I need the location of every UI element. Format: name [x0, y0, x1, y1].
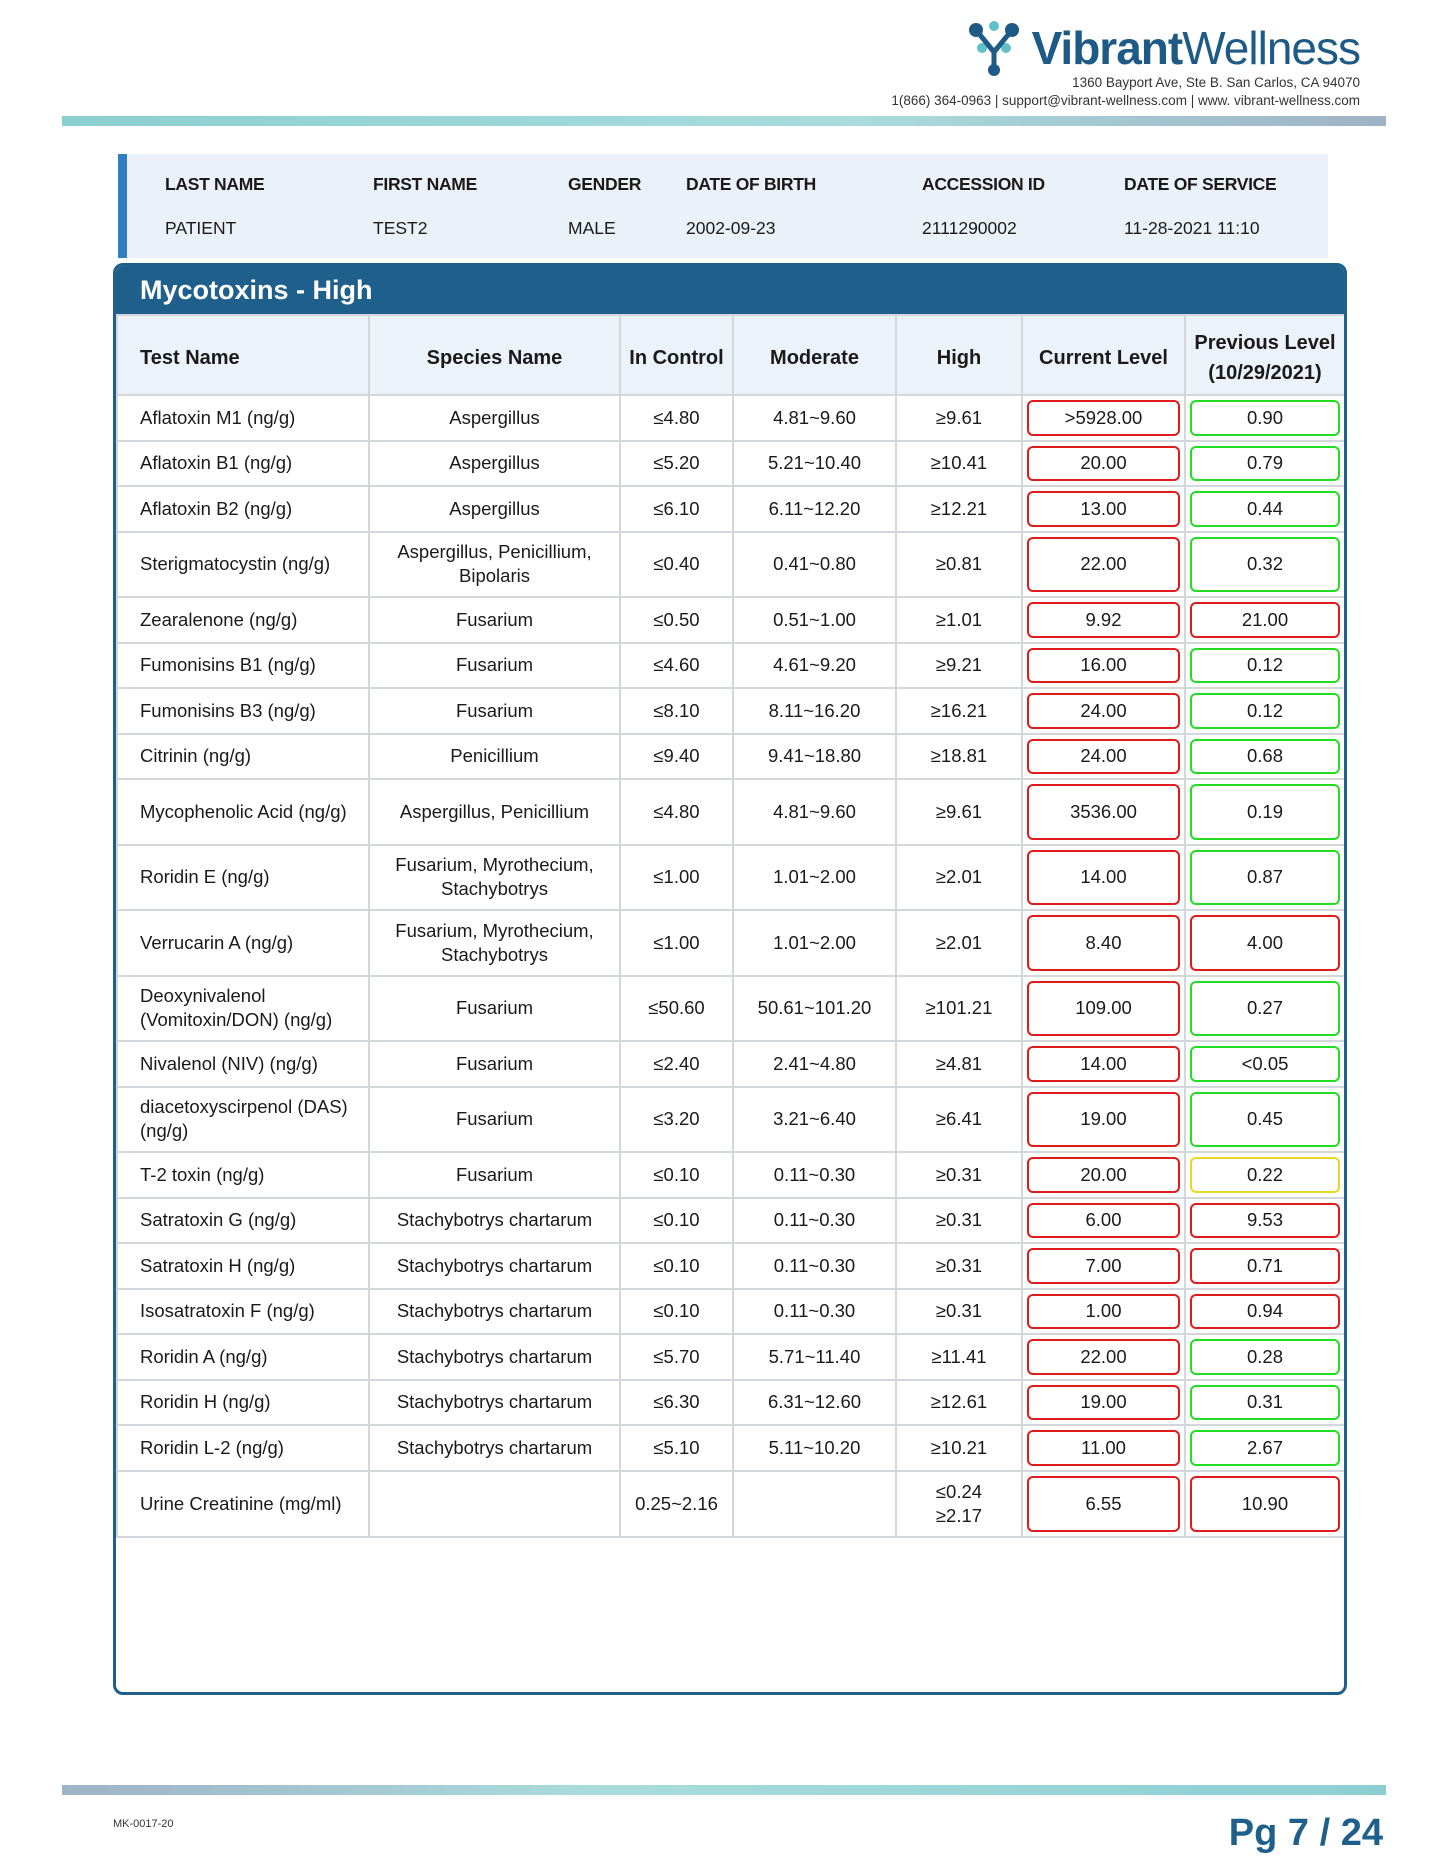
species-cell: Stachybotrys chartarum: [369, 1289, 620, 1335]
test-name-cell: Citrinin (ng/g): [117, 734, 369, 780]
header-high: High: [896, 315, 1022, 395]
moderate-cell: 0.41~0.80: [733, 532, 896, 598]
moderate-cell: 0.51~1.00: [733, 597, 896, 643]
company-address: 1360 Bayport Ave, Ste B. San Carlos, CA 94070: [1072, 75, 1360, 90]
test-name-cell: Deoxynivalenol (Vomitoxin/DON) (ng/g): [117, 976, 369, 1042]
high-cell: ≤0.24 ≥2.17: [896, 1471, 1022, 1537]
in-control-cell: ≤50.60: [620, 976, 733, 1042]
previous-level-cell: [1185, 779, 1345, 845]
previous-level-flag-box: 0.27: [1190, 981, 1340, 1037]
high-cell: ≥2.01: [896, 910, 1022, 976]
in-control-cell: ≤0.10: [620, 1198, 733, 1244]
current-level-flag-box: 24.00: [1027, 693, 1180, 729]
test-name-cell: Sterigmatocystin (ng/g): [117, 532, 369, 598]
test-name-cell: Fumonisins B3 (ng/g): [117, 688, 369, 734]
current-level-flag-box: 7.00: [1027, 1248, 1180, 1284]
header-previous-level: Previous Level (10/29/2021): [1185, 315, 1345, 395]
high-cell: ≥0.31: [896, 1289, 1022, 1335]
in-control-cell: ≤0.40: [620, 532, 733, 598]
current-level-cell: [1022, 1198, 1185, 1244]
table-row: [117, 441, 1345, 487]
mycotoxins-panel: [113, 263, 1347, 1695]
previous-level-flag-box: 0.12: [1190, 693, 1340, 729]
table-row: [117, 779, 1345, 845]
page-number: Pg 7 / 24: [1228, 1812, 1383, 1854]
moderate-cell: 5.71~11.40: [733, 1334, 896, 1380]
previous-level-flag-box: 0.79: [1190, 446, 1340, 482]
in-control-cell: ≤5.10: [620, 1425, 733, 1471]
current-level-flag-box: 22.00: [1027, 537, 1180, 593]
current-level-flag-box: 22.00: [1027, 1339, 1180, 1375]
previous-level-flag-box: 0.45: [1190, 1092, 1340, 1148]
in-control-cell: ≤6.30: [620, 1380, 733, 1426]
previous-level-cell: [1185, 532, 1345, 598]
brand-name: VibrantWellness: [1031, 22, 1360, 74]
test-name-cell: Roridin A (ng/g): [117, 1334, 369, 1380]
current-level-cell: [1022, 643, 1185, 689]
footer-divider: [62, 1785, 1386, 1795]
table-row: [117, 486, 1345, 532]
table-row: [117, 910, 1345, 976]
moderate-cell: 2.41~4.80: [733, 1041, 896, 1087]
patient-box-accent: [118, 154, 127, 258]
previous-level-flag-box: 0.94: [1190, 1294, 1340, 1330]
moderate-cell: 9.41~18.80: [733, 734, 896, 780]
species-cell: Stachybotrys chartarum: [369, 1198, 620, 1244]
high-cell: ≥4.81: [896, 1041, 1022, 1087]
current-level-cell: [1022, 1289, 1185, 1335]
species-cell: Aspergillus: [369, 395, 620, 441]
moderate-cell: 4.81~9.60: [733, 779, 896, 845]
previous-level-cell: [1185, 1334, 1345, 1380]
in-control-cell: ≤0.10: [620, 1243, 733, 1289]
high-cell: ≥9.21: [896, 643, 1022, 689]
in-control-cell: ≤1.00: [620, 910, 733, 976]
in-control-cell: ≤0.10: [620, 1289, 733, 1335]
table-row: [117, 976, 1345, 1042]
previous-level-flag-box: 0.68: [1190, 739, 1340, 775]
patient-field-last-name: LAST NAME PATIENT: [165, 174, 265, 238]
test-name-cell: T-2 toxin (ng/g): [117, 1152, 369, 1198]
in-control-cell: ≤0.50: [620, 597, 733, 643]
patient-field-gender: GENDER MALE: [568, 174, 642, 238]
current-level-cell: [1022, 1334, 1185, 1380]
patient-info-box: [118, 154, 1328, 258]
patient-field-date-of-service: DATE OF SERVICE 11-28-2021 11:10: [1124, 174, 1277, 238]
in-control-cell: ≤6.10: [620, 486, 733, 532]
high-cell: ≥0.81: [896, 532, 1022, 598]
high-cell: ≥9.61: [896, 395, 1022, 441]
previous-level-cell: [1185, 1041, 1345, 1087]
table-row: [117, 1425, 1345, 1471]
in-control-cell: ≤9.40: [620, 734, 733, 780]
table-row: [117, 1041, 1345, 1087]
moderate-cell: 0.11~0.30: [733, 1243, 896, 1289]
test-name-cell: Isosatratoxin F (ng/g): [117, 1289, 369, 1335]
current-level-cell: [1022, 1152, 1185, 1198]
table-row: [117, 1471, 1345, 1537]
high-cell: ≥9.61: [896, 779, 1022, 845]
moderate-cell: 5.21~10.40: [733, 441, 896, 487]
table-row: [117, 845, 1345, 911]
table-row: [117, 1152, 1345, 1198]
current-level-cell: [1022, 1041, 1185, 1087]
in-control-cell: ≤5.70: [620, 1334, 733, 1380]
current-level-flag-box: 9.92: [1027, 602, 1180, 638]
test-name-cell: Verrucarin A (ng/g): [117, 910, 369, 976]
current-level-flag-box: 11.00: [1027, 1430, 1180, 1466]
previous-level-flag-box: 0.12: [1190, 648, 1340, 684]
high-cell: ≥18.81: [896, 734, 1022, 780]
current-level-cell: [1022, 1243, 1185, 1289]
high-cell: ≥2.01: [896, 845, 1022, 911]
species-cell: Fusarium, Myrothecium, Stachybotrys: [369, 845, 620, 911]
species-cell: Penicillium: [369, 734, 620, 780]
table-row: [117, 688, 1345, 734]
species-cell: Fusarium: [369, 976, 620, 1042]
current-level-flag-box: 8.40: [1027, 915, 1180, 971]
species-cell: Fusarium, Myrothecium, Stachybotrys: [369, 910, 620, 976]
species-cell: Fusarium: [369, 1087, 620, 1153]
current-level-cell: [1022, 486, 1185, 532]
test-name-cell: Aflatoxin M1 (ng/g): [117, 395, 369, 441]
species-cell: Fusarium: [369, 688, 620, 734]
current-level-flag-box: 14.00: [1027, 1046, 1180, 1082]
current-level-flag-box: >5928.00: [1027, 400, 1180, 436]
previous-level-cell: [1185, 1087, 1345, 1153]
previous-level-cell: [1185, 441, 1345, 487]
current-level-cell: [1022, 845, 1185, 911]
test-name-cell: Roridin E (ng/g): [117, 845, 369, 911]
moderate-cell: 1.01~2.00: [733, 910, 896, 976]
current-level-flag-box: 1.00: [1027, 1294, 1180, 1330]
table-row: [117, 1289, 1345, 1335]
current-level-cell: [1022, 1087, 1185, 1153]
moderate-cell: 0.11~0.30: [733, 1289, 896, 1335]
previous-level-cell: [1185, 643, 1345, 689]
moderate-cell: 5.11~10.20: [733, 1425, 896, 1471]
high-cell: ≥12.21: [896, 486, 1022, 532]
current-level-flag-box: 20.00: [1027, 1157, 1180, 1193]
test-name-cell: diacetoxyscirpenol (DAS) (ng/g): [117, 1087, 369, 1153]
high-cell: ≥0.31: [896, 1198, 1022, 1244]
in-control-cell: ≤8.10: [620, 688, 733, 734]
species-cell: Aspergillus: [369, 441, 620, 487]
in-control-cell: ≤4.60: [620, 643, 733, 689]
moderate-cell: 4.61~9.20: [733, 643, 896, 689]
header-test-name: Test Name: [117, 315, 369, 395]
previous-level-cell: [1185, 1425, 1345, 1471]
previous-level-cell: [1185, 845, 1345, 911]
previous-level-flag-box: 0.87: [1190, 850, 1340, 906]
table-row: [117, 1087, 1345, 1153]
current-level-cell: [1022, 532, 1185, 598]
previous-level-flag-box: 0.32: [1190, 537, 1340, 593]
table-row: [117, 395, 1345, 441]
species-cell: Fusarium: [369, 1152, 620, 1198]
moderate-cell: 0.11~0.30: [733, 1198, 896, 1244]
previous-level-flag-box: 9.53: [1190, 1203, 1340, 1239]
patient-field-dob: DATE OF BIRTH 2002-09-23: [686, 174, 816, 238]
species-cell: Stachybotrys chartarum: [369, 1243, 620, 1289]
current-level-flag-box: 13.00: [1027, 491, 1180, 527]
high-cell: ≥0.31: [896, 1243, 1022, 1289]
moderate-cell: 4.81~9.60: [733, 395, 896, 441]
moderate-cell: 6.11~12.20: [733, 486, 896, 532]
test-name-cell: Aflatoxin B1 (ng/g): [117, 441, 369, 487]
species-cell: Stachybotrys chartarum: [369, 1425, 620, 1471]
current-level-cell: [1022, 597, 1185, 643]
test-name-cell: Nivalenol (NIV) (ng/g): [117, 1041, 369, 1087]
high-cell: ≥16.21: [896, 688, 1022, 734]
previous-level-cell: [1185, 395, 1345, 441]
previous-level-cell: [1185, 910, 1345, 976]
species-cell: [369, 1471, 620, 1537]
test-name-cell: Satratoxin G (ng/g): [117, 1198, 369, 1244]
moderate-cell: 8.11~16.20: [733, 688, 896, 734]
previous-level-flag-box: 0.71: [1190, 1248, 1340, 1284]
high-cell: ≥12.61: [896, 1380, 1022, 1426]
current-level-flag-box: 19.00: [1027, 1385, 1180, 1421]
panel-title: Mycotoxins - High: [116, 266, 1344, 314]
previous-level-flag-box: 0.28: [1190, 1339, 1340, 1375]
current-level-flag-box: 3536.00: [1027, 784, 1180, 840]
current-level-cell: [1022, 1380, 1185, 1426]
current-level-flag-box: 109.00: [1027, 981, 1180, 1037]
previous-level-cell: [1185, 1380, 1345, 1426]
moderate-cell: 0.11~0.30: [733, 1152, 896, 1198]
high-cell: ≥6.41: [896, 1087, 1022, 1153]
previous-level-flag-box: 4.00: [1190, 915, 1340, 971]
test-name-cell: Satratoxin H (ng/g): [117, 1243, 369, 1289]
previous-level-cell: [1185, 1152, 1345, 1198]
species-cell: Aspergillus, Penicillium, Bipolaris: [369, 532, 620, 598]
high-cell: ≥10.21: [896, 1425, 1022, 1471]
current-level-cell: [1022, 1471, 1185, 1537]
current-level-cell: [1022, 441, 1185, 487]
species-cell: Aspergillus, Penicillium: [369, 779, 620, 845]
table-row: [117, 1380, 1345, 1426]
table-header-row: [117, 315, 1345, 395]
current-level-cell: [1022, 910, 1185, 976]
high-cell: ≥1.01: [896, 597, 1022, 643]
header-in-control: In Control: [620, 315, 733, 395]
current-level-flag-box: 14.00: [1027, 850, 1180, 906]
test-name-cell: Zearalenone (ng/g): [117, 597, 369, 643]
header-species-name: Species Name: [369, 315, 620, 395]
previous-level-cell: [1185, 1198, 1345, 1244]
current-level-flag-box: 24.00: [1027, 739, 1180, 775]
in-control-cell: ≤0.10: [620, 1152, 733, 1198]
current-level-flag-box: 16.00: [1027, 648, 1180, 684]
in-control-cell: 0.25~2.16: [620, 1471, 733, 1537]
test-name-cell: Aflatoxin B2 (ng/g): [117, 486, 369, 532]
moderate-cell: 50.61~101.20: [733, 976, 896, 1042]
test-name-cell: Urine Creatinine (mg/ml): [117, 1471, 369, 1537]
high-cell: ≥10.41: [896, 441, 1022, 487]
previous-level-cell: [1185, 1471, 1345, 1537]
current-level-cell: [1022, 395, 1185, 441]
previous-level-flag-box: 0.19: [1190, 784, 1340, 840]
high-cell: ≥101.21: [896, 976, 1022, 1042]
table-row: [117, 1198, 1345, 1244]
previous-level-cell: [1185, 1243, 1345, 1289]
high-cell: ≥11.41: [896, 1334, 1022, 1380]
moderate-cell: 3.21~6.40: [733, 1087, 896, 1153]
species-cell: Stachybotrys chartarum: [369, 1334, 620, 1380]
table-row: [117, 532, 1345, 598]
in-control-cell: ≤3.20: [620, 1087, 733, 1153]
current-level-flag-box: 6.55: [1027, 1476, 1180, 1532]
results-table: [116, 314, 1346, 1538]
in-control-cell: ≤5.20: [620, 441, 733, 487]
vibrant-logo-icon: [962, 18, 1026, 78]
company-contact: 1(866) 364-0963 | support@vibrant-wellness.com | www. vibrant-wellness.com: [891, 93, 1360, 108]
header-current-level: Current Level: [1022, 315, 1185, 395]
current-level-flag-box: 6.00: [1027, 1203, 1180, 1239]
in-control-cell: ≤1.00: [620, 845, 733, 911]
current-level-cell: [1022, 1425, 1185, 1471]
current-level-cell: [1022, 976, 1185, 1042]
species-cell: Fusarium: [369, 1041, 620, 1087]
current-level-flag-box: 20.00: [1027, 446, 1180, 482]
moderate-cell: [733, 1471, 896, 1537]
previous-level-flag-box: 2.67: [1190, 1430, 1340, 1466]
header-divider: [62, 116, 1386, 126]
test-name-cell: Roridin L-2 (ng/g): [117, 1425, 369, 1471]
current-level-flag-box: 19.00: [1027, 1092, 1180, 1148]
previous-level-cell: [1185, 1289, 1345, 1335]
previous-level-flag-box: 21.00: [1190, 602, 1340, 638]
test-name-cell: Mycophenolic Acid (ng/g): [117, 779, 369, 845]
previous-level-cell: [1185, 688, 1345, 734]
previous-level-cell: [1185, 597, 1345, 643]
document-code: MK-0017-20: [113, 1818, 174, 1830]
test-name-cell: Roridin H (ng/g): [117, 1380, 369, 1426]
test-name-cell: Fumonisins B1 (ng/g): [117, 643, 369, 689]
previous-level-flag-box: 0.90: [1190, 400, 1340, 436]
previous-level-flag-box: 0.22: [1190, 1157, 1340, 1193]
previous-level-cell: [1185, 976, 1345, 1042]
table-row: [117, 734, 1345, 780]
current-level-cell: [1022, 688, 1185, 734]
species-cell: Stachybotrys chartarum: [369, 1380, 620, 1426]
current-level-cell: [1022, 779, 1185, 845]
previous-level-cell: [1185, 734, 1345, 780]
previous-level-cell: [1185, 486, 1345, 532]
previous-level-flag-box: 10.90: [1190, 1476, 1340, 1532]
species-cell: Fusarium: [369, 597, 620, 643]
previous-level-flag-box: <0.05: [1190, 1046, 1340, 1082]
previous-level-flag-box: 0.31: [1190, 1385, 1340, 1421]
patient-field-first-name: FIRST NAME TEST2: [373, 174, 477, 238]
moderate-cell: 6.31~12.60: [733, 1380, 896, 1426]
table-row: [117, 597, 1345, 643]
species-cell: Fusarium: [369, 643, 620, 689]
brand-logo: [962, 18, 1360, 78]
current-level-cell: [1022, 734, 1185, 780]
table-row: [117, 1334, 1345, 1380]
previous-level-flag-box: 0.44: [1190, 491, 1340, 527]
species-cell: Aspergillus: [369, 486, 620, 532]
moderate-cell: 1.01~2.00: [733, 845, 896, 911]
header-moderate: Moderate: [733, 315, 896, 395]
in-control-cell: ≤2.40: [620, 1041, 733, 1087]
in-control-cell: ≤4.80: [620, 395, 733, 441]
table-row: [117, 643, 1345, 689]
patient-field-accession-id: ACCESSION ID 2111290002: [922, 174, 1045, 238]
in-control-cell: ≤4.80: [620, 779, 733, 845]
table-row: [117, 1243, 1345, 1289]
high-cell: ≥0.31: [896, 1152, 1022, 1198]
